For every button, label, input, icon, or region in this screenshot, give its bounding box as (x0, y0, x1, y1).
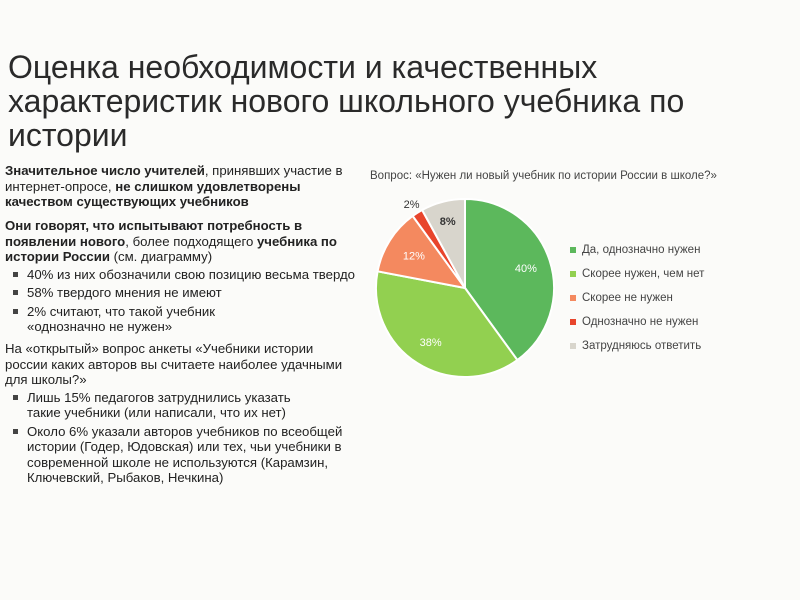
data-label: 12% (402, 250, 425, 263)
list-item: Лишь 15% педагогов затруднились указать такие учебники (или написали, что их нет) (27, 390, 327, 421)
intro-paragraph (5, 163, 345, 210)
chart-legend (570, 238, 704, 358)
chart-title: Вопрос: «Нужен ли новый учебник по истории России в школе?» (370, 170, 717, 182)
list-item: 2% считают, что такой учебник «однозначно не нужен» (27, 304, 257, 335)
data-label: 38% (419, 337, 442, 350)
legend-item (570, 238, 704, 262)
legend-swatch (570, 319, 576, 325)
legend-swatch (570, 271, 576, 277)
data-label: 8% (439, 215, 456, 228)
text: , более подходящего (125, 233, 257, 249)
legend-label: Скорее не нужен (582, 292, 673, 304)
legend-item (570, 262, 704, 286)
data-label: 40% (514, 263, 537, 276)
legend-swatch (570, 295, 576, 301)
legend-item (570, 286, 704, 310)
bold-text: Значительное число учителей (5, 163, 205, 178)
stats-list (5, 267, 370, 335)
list-item: 40% из них обозначили свою позицию весьма твердо (27, 267, 370, 283)
slide-title: Оценка необходимости и качественных характеристик нового школьного учебника по истории (8, 49, 685, 153)
legend-swatch (570, 343, 576, 349)
text: (см. диаграмму) (109, 249, 213, 264)
legend-label: Однозначно не нужен (582, 316, 699, 328)
open-question-paragraph (5, 341, 345, 489)
text: На «открытый» вопрос анкеты «Учебники истории россии каких авторов вы считаете наиболее удачными для школы?» (5, 341, 343, 387)
legend-label: Скорее нужен, чем нет (582, 268, 705, 280)
needs-paragraph (5, 218, 370, 338)
bold-text: не слишком удовлетворены качеством существующих учебников (5, 178, 301, 209)
text: , принявших участие в интернет-опросе, (5, 163, 343, 194)
legend-swatch (570, 247, 576, 253)
legend-item (570, 334, 704, 358)
bold-text: Они говорят, что испытывают потребность в появлении нового (5, 218, 303, 249)
legend-label: Затрудняюсь ответить (582, 340, 702, 352)
list-item: 58% твердого мнения не имеют (27, 285, 370, 301)
bold-text: учебника по истории России (5, 233, 337, 264)
legend-item (570, 310, 704, 334)
pie-chart (360, 190, 560, 390)
list-item: Около 6% указали авторов учебников по всеобщей истории (Годер, Юдовская) или тех, чьи учебники в современной школе не используются (Карамзин, Ключевский, Рыбаков, Нечкина) (27, 424, 345, 486)
data-label: 2% (403, 198, 420, 211)
authors-list (5, 390, 345, 486)
legend-label: Да, однозначно нужен (582, 244, 701, 256)
